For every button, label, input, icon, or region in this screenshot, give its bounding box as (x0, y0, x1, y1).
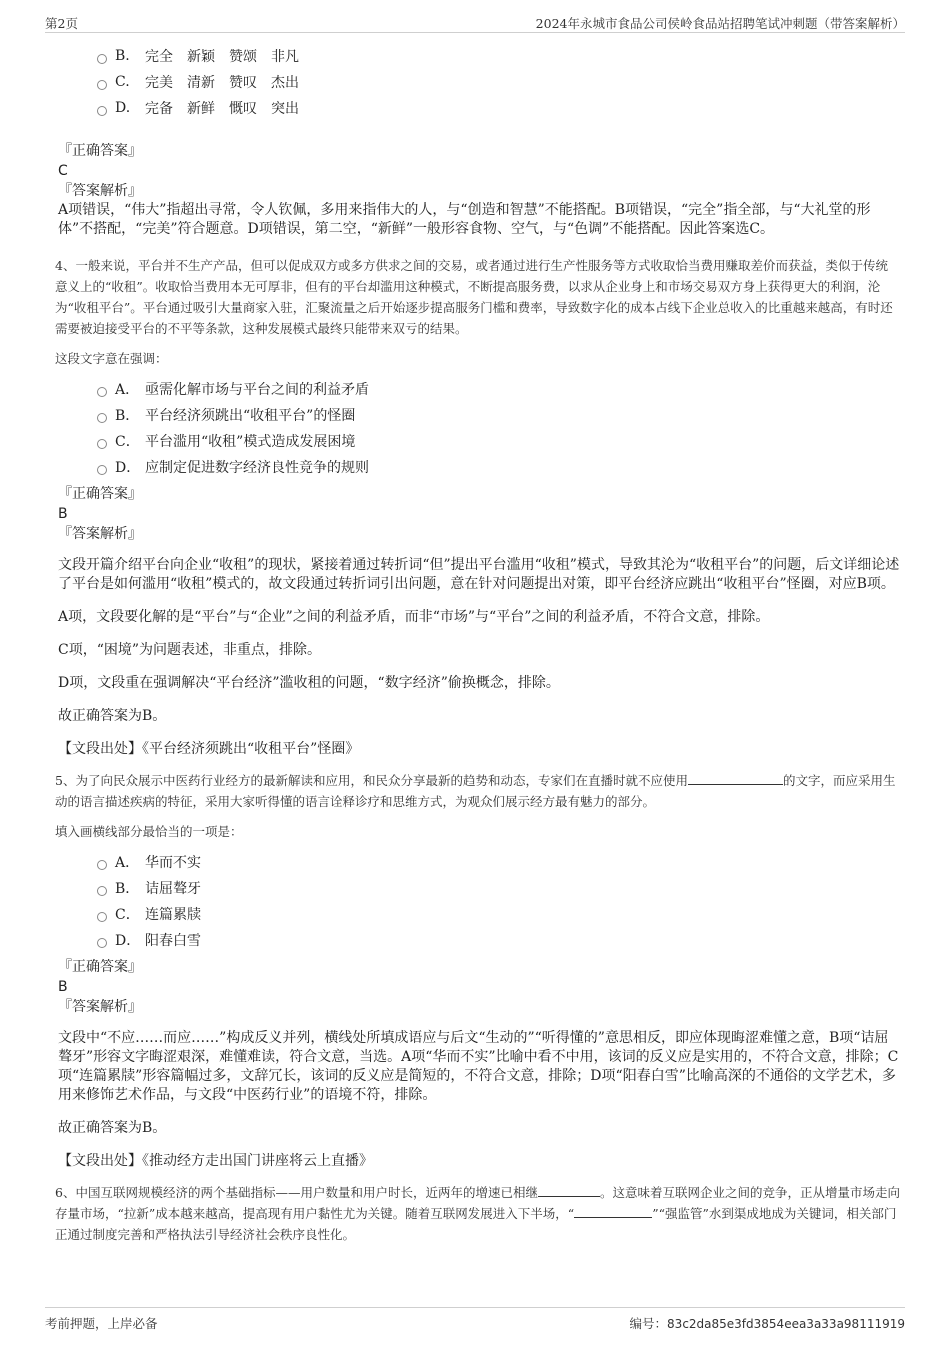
blank-line (538, 1182, 600, 1197)
q5-options (55, 849, 900, 953)
footer-slogan: 考前押题，上岸必备 (45, 1316, 158, 1331)
radio-icon[interactable] (97, 912, 107, 922)
radio-icon[interactable] (97, 54, 107, 64)
radio-icon[interactable] (97, 387, 107, 397)
q4-analysis-p2: A项，文段要化解的是“平台”与“企业”之间的利益矛盾，而非“市场”与“平台”之间的利益矛盾，不符合文意，排除。 (58, 609, 770, 625)
radio-icon[interactable] (97, 465, 107, 475)
q5-answer: B (58, 979, 68, 995)
q3-option-d[interactable]: D. 完备 新鲜 慨叹 突出 (97, 95, 900, 121)
q6-question: 6、中国互联网规模经济的两个基础指标——用户数量和用户时长，近两年的增速已相继 。这意味着互联网企业之间的竞争，正从增量市场走向存量市场，“拉新”成本越来越高，提高现有用户黏性尤为关键。随着互联网发展进入下半场，“ ”“强监管”水到渠成地成为关键词，相关部门正通过制度完善和严格执法引导经济社会秩序良性化。 (55, 1182, 900, 1245)
q5-analysis-p1: 文段中“不应……而应……”构成反义并列，横线处所填成语应与后文“生动的”“听得懂的”意思相反，即应体现晦涩难懂之意，B项“诘屈聱牙”形容文字晦涩艰深，难懂难读，符合文意，当选。A项“华而不实”比喻中看不中用，该词的反义应是实用的，不符合文意，排除；C项“连篇累牍”形容篇幅过多，文辞冗长，该词的反义应是简短的，不符合文意，排除；D项“阳春白雪”比喻高深的不通俗的文学艺术，多用来修饰艺术作品，与文段“中医药行业”的语境不符，排除。 (58, 1030, 899, 1103)
blank-line (688, 770, 783, 785)
document-body (55, 40, 900, 1245)
q5-option-a[interactable]: A． 华而不实 (97, 849, 900, 875)
q4-answer-label: 『正确答案』 (58, 486, 142, 502)
radio-icon[interactable] (97, 938, 107, 948)
q4-analysis-label: 『答案解析』 (58, 526, 142, 542)
radio-icon[interactable] (97, 439, 107, 449)
radio-icon[interactable] (97, 80, 107, 90)
q5-question: 5、为了向民众展示中医药行业经方的最新解读和应用，和民众分享最新的趋势和动态，专家们在直播时就不应使用 的文字，而应采用生动的语言描述疾病的特征，采用大家听得懂的语言诠释诊疗和思维方式，为观众们展示经方最有魅力的部分。 (55, 770, 900, 812)
q5-analysis-p2: 故正确答案为B。 (58, 1120, 167, 1136)
q3-option-b[interactable]: B. 完全 新颖 赞颂 非凡 (97, 43, 900, 69)
radio-icon[interactable] (97, 860, 107, 870)
q5-answer-label: 『正确答案』 (58, 959, 142, 975)
radio-icon[interactable] (97, 106, 107, 116)
q3-answer: C (58, 163, 68, 179)
q4-answer: B (58, 506, 68, 522)
q5-option-b[interactable]: B． 诘屈聱牙 (97, 875, 900, 901)
document-id: 编号：83c2da85e3fd3854eea3a33a98111919 (629, 1316, 905, 1331)
blank-line (574, 1203, 652, 1218)
q4-analysis-p5: 故正确答案为B。 (58, 708, 167, 724)
q5-option-c[interactable]: C． 连篇累牍 (97, 901, 900, 927)
q4-options (55, 376, 900, 480)
q5-option-d[interactable]: D． 阳春白雪 (97, 927, 900, 953)
q3-options (55, 43, 900, 121)
radio-icon[interactable] (97, 413, 107, 423)
q4-question: 4、一般来说，平台并不生产产品，但可以促成双方或多方供求之间的交易，或者通过进行生产性服务等方式收取恰当费用赚取差价而获益，类似于传统意义上的“收租”。收取恰当费用本无可厚非，但有的平台却滥用这种模式，不断提高服务费，以求从企业身上和市场交易双方身上获得更大的利润，沦为“收租平台”。平台通过吸引大量商家入驻，汇聚流量之后开始逐步提高服务门槛和费率，导致数字化的成本占线下企业总收入的比重越来越高，有时还需要被迫接受平台的不平等条款，这种发展模式最终只能带来双亏的结果。 (55, 258, 893, 336)
q5-prompt: 填入画横线部分最恰当的一项是： (55, 824, 243, 839)
page-footer (45, 1307, 905, 1331)
page-header (45, 12, 905, 33)
q4-analysis-p4: D项，文段重在强调解决“平台经济”滥收租的问题，“数字经济”偷换概念，排除。 (58, 675, 560, 691)
q5-analysis-label: 『答案解析』 (58, 999, 142, 1015)
q3-option-c[interactable]: C. 完美 清新 赞叹 杰出 (97, 69, 900, 95)
q4-analysis-p3: C项，“困境”为问题表述，非重点，排除。 (58, 642, 322, 658)
q3-answer-label: 『正确答案』 (58, 143, 142, 159)
q3-analysis-label: 『答案解析』 (58, 183, 142, 199)
q4-prompt: 这段文字意在强调： (55, 351, 168, 366)
q4-option-b[interactable]: B． 平台经济须跳出“收租平台”的怪圈 (97, 402, 900, 428)
q4-option-c[interactable]: C． 平台滥用“收租”模式造成发展困境 (97, 428, 900, 454)
q4-option-a[interactable]: A． 亟需化解市场与平台之间的利益矛盾 (97, 376, 900, 402)
radio-icon[interactable] (97, 886, 107, 896)
page-number: 第2页 (45, 16, 78, 31)
q3-analysis: A项错误，“伟大”指超出寻常，令人钦佩，多用来指伟大的人，与“创造和智慧”不能搭配。B项错误，“完全”指全部，与“大礼堂的形体”不搭配，“完美”符合题意。D项错误，第二空，“新鲜”一般形容食物、空气，与“色调”不能搭配。因此答案选C。 (58, 202, 871, 237)
q5-source: 【文段出处】《推动经方走出国门讲座将云上直播》 (58, 1153, 373, 1169)
q4-analysis-p1: 文段开篇介绍平台向企业“收租”的现状，紧接着通过转折词“但”提出平台滥用“收租”模式，导致其沦为“收租平台”的问题，后文详细论述了平台是如何滥用“收租”模式的，故文段通过转折词引出问题，意在针对问题提出对策，即平台经济应跳出“收租平台”怪圈，对应B项。 (58, 557, 900, 592)
q4-source: 【文段出处】《平台经济须跳出“收租平台”怪圈》 (58, 741, 360, 757)
q4-option-d[interactable]: D． 应制定促进数字经济良性竞争的规则 (97, 454, 900, 480)
document-title: 2024年永城市食品公司侯岭食品站招聘笔试冲刺题（带答案解析） (535, 16, 905, 31)
